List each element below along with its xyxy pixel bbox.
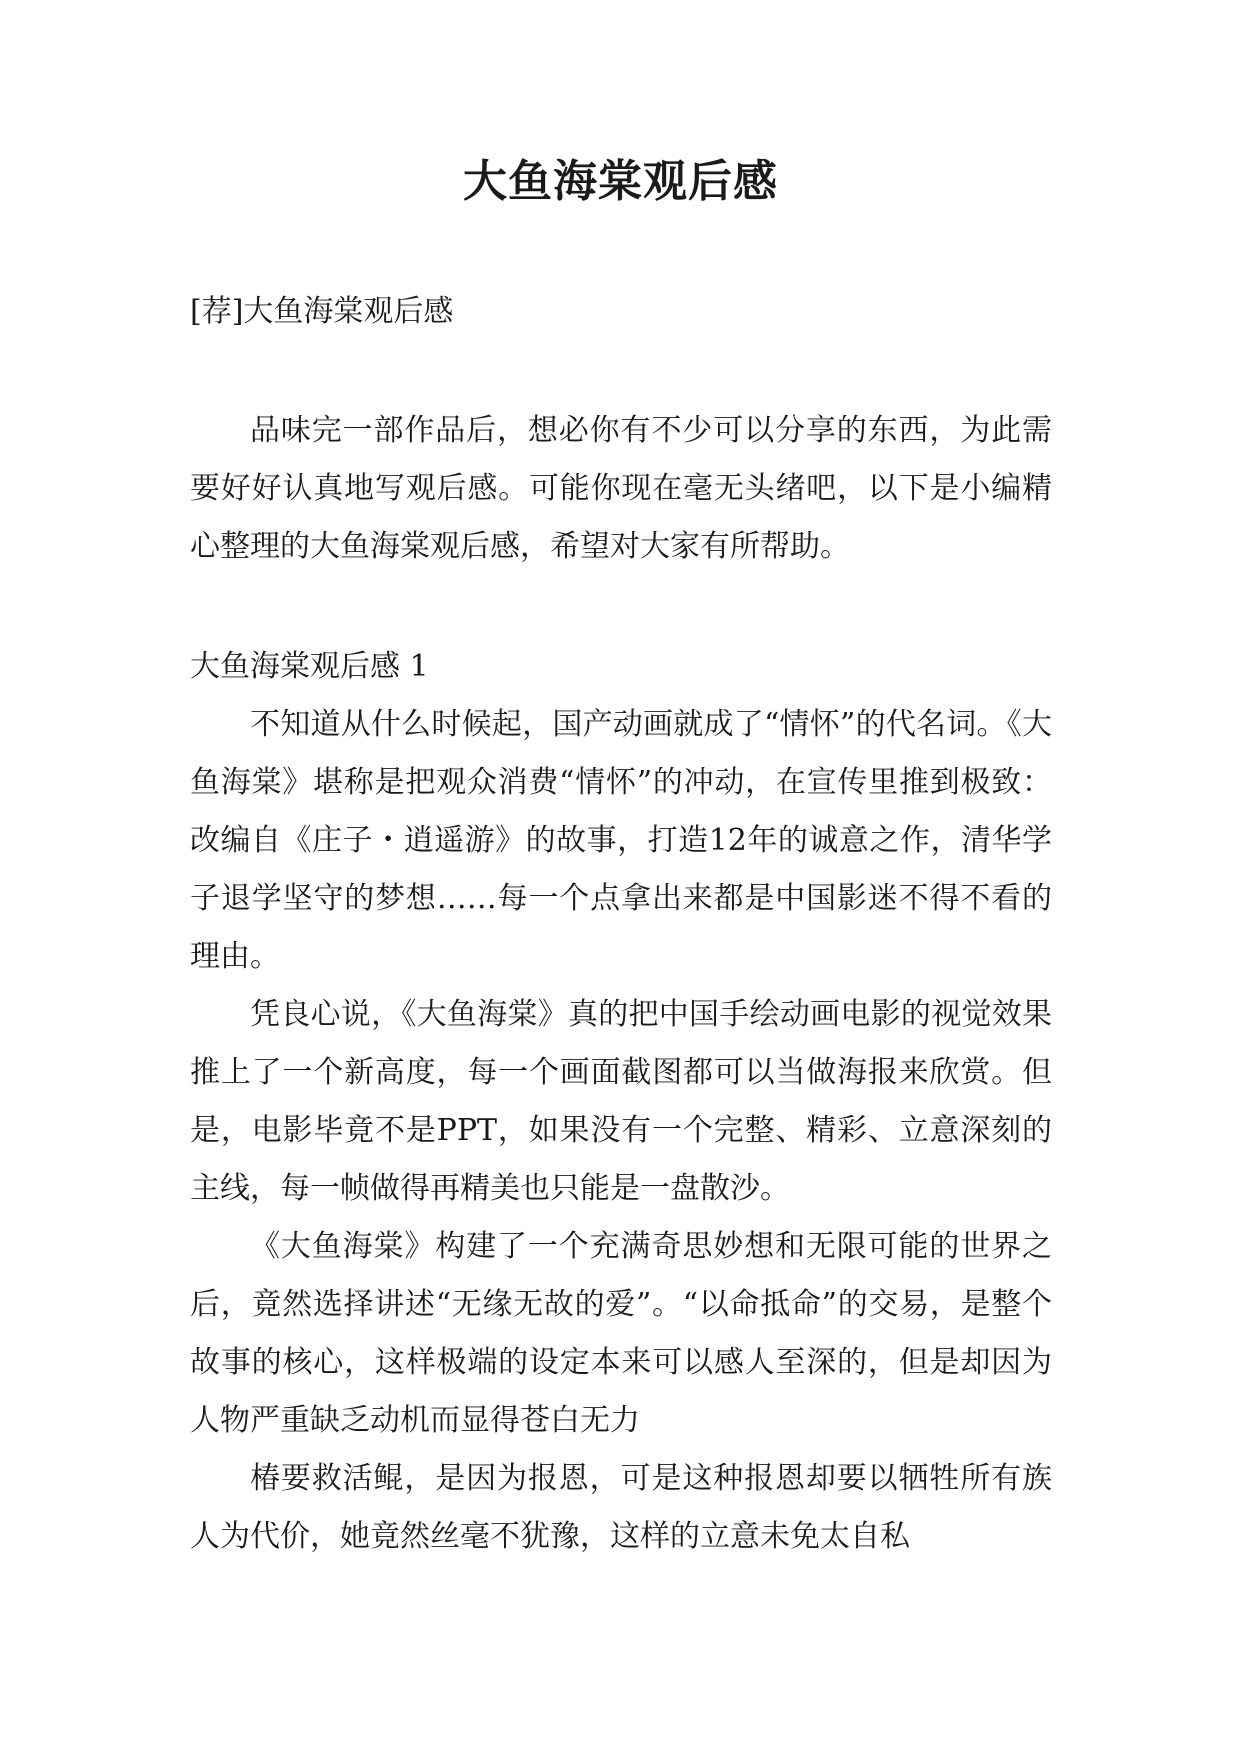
section-heading: 大鱼海棠观后感 1 <box>190 649 429 684</box>
intro-paragraph: 品味完一部作品后，想必你有不少可以分享的东西，为此需要好好认真地写观后感。可能你现在毫无头绪吧，以下是小编精心整理的大鱼海棠观后感，希望对大家有所帮助。 <box>190 413 1052 564</box>
paragraph-1: 不知道从什么时候起，国产动画就成了“情怀”的代名词。《大鱼海棠》堪称是把观众消费“情怀”的冲动，在宣传里推到极致：改编自《庄子・逍遥游》的故事，打造12年的诚意之作，清华学子退学坚守的梦想……每一个点拿出来都是中国影迷不得不看的理由。 <box>190 707 1052 974</box>
document-title: 大鱼海棠观后感 <box>463 156 778 207</box>
content-block <box>190 638 1052 1566</box>
document-subtitle: [荐]大鱼海棠观后感 <box>190 294 454 329</box>
paragraph-4: 椿要救活鲲，是因为报恩，可是这种报恩却要以牺牲所有族人为代价，她竟然丝毫不犹豫，这样的立意未免太自私 <box>190 1461 1052 1554</box>
paragraph-2: 凭良心说，《大鱼海棠》真的把中国手绘动画电影的视觉效果推上了一个新高度，每一个画面截图都可以当做海报来欣赏。但是，电影毕竟不是PPT，如果没有一个完整、精彩、立意深刻的主线，每一帧做得再精美也只能是一盘散沙。 <box>190 997 1052 1206</box>
intro-block <box>190 402 1052 576</box>
paragraph-3: 《大鱼海棠》构建了一个充满奇思妙想和无限可能的世界之后，竟然选择讲述“无缘无故的爱”。“以命抵命”的交易，是整个故事的核心，这样极端的设定本来可以感人至深的，但是却因为人物严重缺乏动机而显得苍白无力 <box>190 1229 1052 1438</box>
